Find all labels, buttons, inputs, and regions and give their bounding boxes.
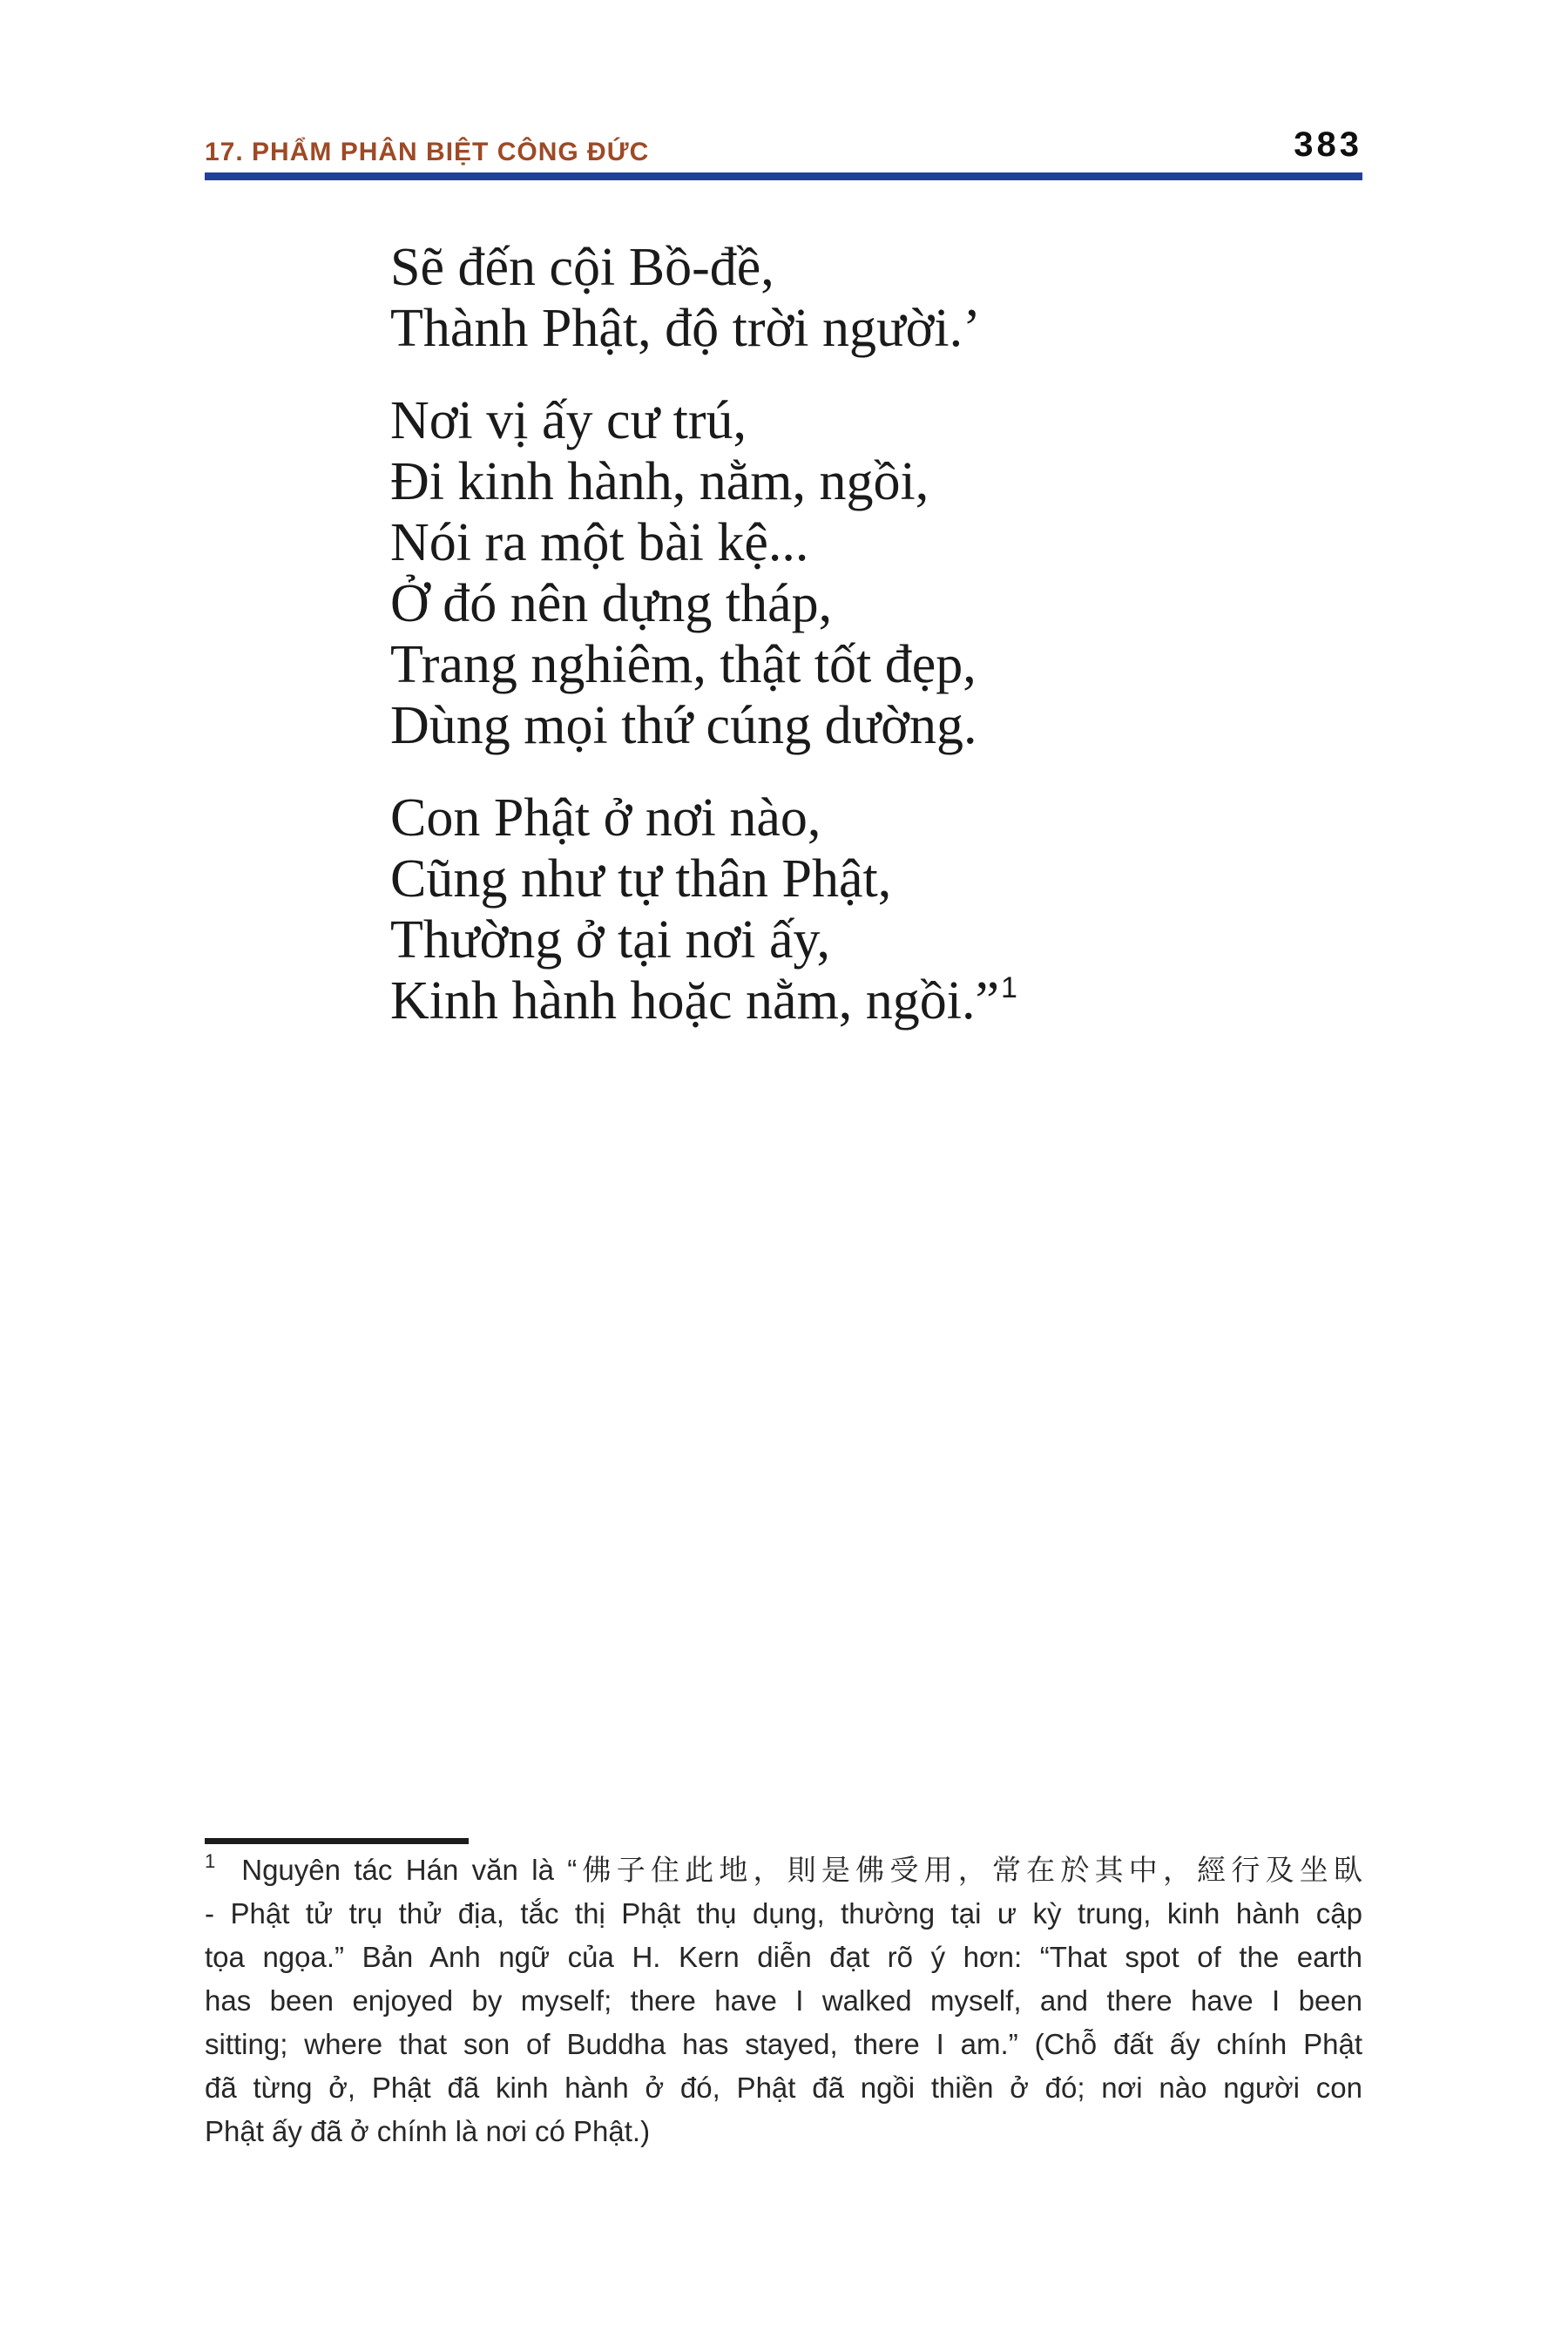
verse-line-text: Kinh hành hoặc nằm, ngồi.” (390, 971, 1000, 1031)
verse-line-text: Dùng mọi thứ cúng dường. (390, 696, 977, 755)
verse-stanza (390, 237, 1017, 359)
running-header-chapter-title: 17. PHẨM PHÂN BIỆT CÔNG ĐỨC (205, 138, 650, 166)
verse-line-text: Sẽ đến cội Bồ-đề, (390, 238, 774, 297)
footnote-reference: 1 (1001, 971, 1017, 1004)
verse-line (390, 634, 1017, 695)
footnote-line (205, 1848, 1362, 1892)
footnote-line-text: tọa ngọa.” Bản Anh ngữ của H. Kern diễn đạt rõ ý hơn: “That spot of the earth (205, 1941, 1362, 1973)
verse-line-text: Con Phật ở nơi nào, (390, 788, 821, 848)
verse-line (390, 695, 1017, 756)
verse-line-text: Đi kinh hành, nằm, ngồi, (390, 452, 929, 511)
verse-line-text: Trang nghiêm, thật tốt đẹp, (390, 635, 977, 694)
footnote-line-text: sitting; where that son of Buddha has stayed, there I am.” (Chỗ đất ấy chính Phật (205, 2028, 1362, 2060)
verse-line-text: Cũng như tự thân Phật, (390, 849, 892, 909)
footnote-line-text: Nguyên tác Hán văn là “佛子住此地，則是佛受用，常在於其中，經行及坐臥 (241, 1854, 1362, 1886)
verse-line-text: Nói ra một bài kệ... (390, 513, 809, 572)
footnote-line (205, 2023, 1362, 2066)
verse-line-text: Thường ở tại nơi ấy, (390, 910, 831, 970)
header-rule (205, 172, 1362, 180)
verse-line (390, 573, 1017, 634)
verse-line (390, 451, 1017, 512)
footnote-line-text: đã từng ở, Phật đã kinh hành ở đó, Phật đã ngồi thiền ở đó; nơi nào người con (205, 2072, 1362, 2104)
footnote-line-text: - Phật tử trụ thử địa, tắc thị Phật thụ dụng, thường tại ư kỳ trung, kinh hành cập (205, 1897, 1362, 1930)
page-number: 383 (1294, 125, 1362, 164)
verse-line (390, 909, 1017, 970)
verse-stanza (390, 390, 1017, 756)
verse-line (390, 970, 1017, 1031)
verse-line-text: Ở đó nên dựng tháp, (390, 574, 833, 633)
footnote-line (205, 2110, 1362, 2153)
footnote-marker: 1 (205, 1850, 216, 1872)
footnote-line-text: has been enjoyed by myself; there have I walked myself, and there have I been (205, 1984, 1362, 2017)
verse-block (390, 237, 1017, 1063)
footnote-line (205, 1892, 1362, 1936)
verse-line (390, 848, 1017, 909)
verse-line (390, 390, 1017, 451)
verse-line (390, 787, 1017, 848)
footnote-line (205, 1979, 1362, 2023)
verse-stanza (390, 787, 1017, 1031)
verse-line (390, 512, 1017, 573)
verse-line (390, 237, 1017, 298)
verse-line-text: Thành Phật, độ trời người.’ (390, 299, 981, 358)
footnote-rule (205, 1838, 469, 1844)
verse-line-text: Nơi vị ấy cư trú, (390, 391, 747, 450)
footnote-line (205, 1936, 1362, 1979)
footnote-block (205, 1848, 1362, 2153)
footnote-line-text: Phật ấy đã ở chính là nơi có Phật.) (205, 2115, 651, 2147)
footnote-line (205, 2066, 1362, 2110)
verse-line (390, 298, 1017, 359)
